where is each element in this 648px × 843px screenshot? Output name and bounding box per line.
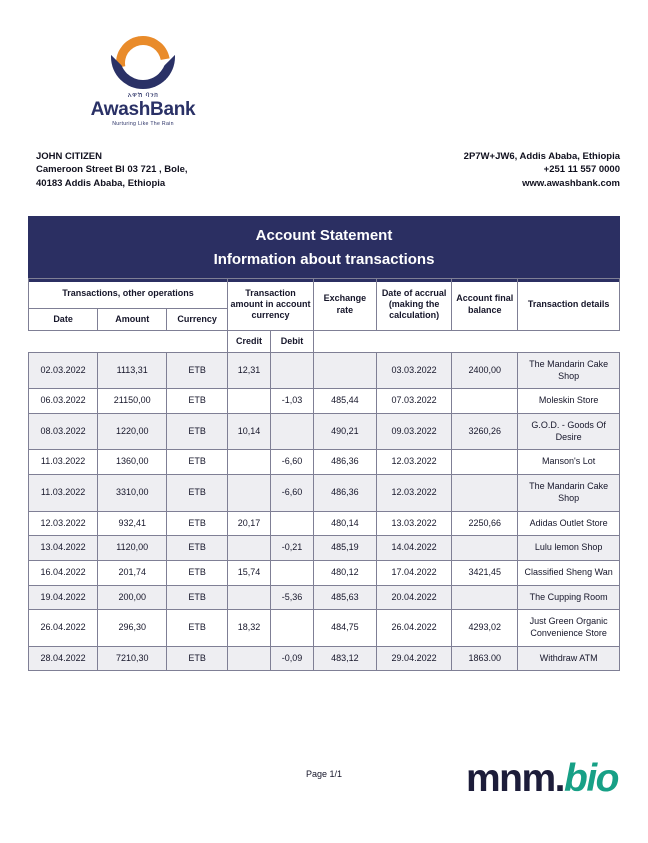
cell-date: 11.03.2022: [29, 450, 98, 475]
table-row: [29, 585, 620, 610]
cell-debit: [271, 511, 314, 536]
header-account-final-balance: Account final balance: [452, 279, 518, 331]
cell-final-balance: 1863.00: [452, 646, 518, 671]
cell-amount: 3310,00: [98, 475, 167, 511]
cell-debit: [271, 610, 314, 646]
statement-subtitle: Information about transactions: [213, 251, 435, 268]
cell-date: 26.04.2022: [29, 610, 98, 646]
cell-debit: -1,03: [271, 389, 314, 414]
cell-credit: [228, 646, 271, 671]
watermark-dot: .: [554, 757, 565, 800]
table-row: [29, 450, 620, 475]
cell-date-of-accrual: 29.04.2022: [376, 646, 451, 671]
cell-date: 02.03.2022: [29, 353, 98, 389]
logo-bank-name: AwashBank: [90, 99, 196, 120]
table-row: [29, 475, 620, 511]
cell-date-of-accrual: 03.03.2022: [376, 353, 451, 389]
cell-amount: 201,74: [98, 560, 167, 585]
cell-currency: ETB: [167, 389, 228, 414]
cell-exchange-rate: 480,14: [314, 511, 377, 536]
cell-credit: [228, 450, 271, 475]
table-row: [29, 389, 620, 414]
watermark-bio: bio: [564, 757, 618, 800]
cell-credit: [228, 585, 271, 610]
cell-currency: ETB: [167, 353, 228, 389]
cell-exchange-rate: 485,19: [314, 536, 377, 561]
cell-final-balance: 3260,26: [452, 414, 518, 450]
cell-exchange-rate: 480,12: [314, 560, 377, 585]
awash-logo-icon: [110, 34, 176, 90]
cell-date-of-accrual: 14.04.2022: [376, 536, 451, 561]
cell-debit: -6,60: [271, 475, 314, 511]
cell-details: Lulu lemon Shop: [518, 536, 620, 561]
cell-date: 28.04.2022: [29, 646, 98, 671]
table-row: [29, 511, 620, 536]
cell-currency: ETB: [167, 475, 228, 511]
cell-amount: 1113,31: [98, 353, 167, 389]
watermark-mnm: mnm: [465, 757, 555, 800]
cell-currency: ETB: [167, 560, 228, 585]
cell-date-of-accrual: 07.03.2022: [376, 389, 451, 414]
cell-date: 16.04.2022: [29, 560, 98, 585]
cell-currency: ETB: [167, 414, 228, 450]
cell-credit: [228, 475, 271, 511]
cell-currency: ETB: [167, 450, 228, 475]
cell-final-balance: [452, 450, 518, 475]
header-date: Date: [29, 309, 98, 331]
cell-credit: 15,74: [228, 560, 271, 585]
cell-amount: 296,30: [98, 610, 167, 646]
bank-contact-info: [464, 150, 620, 190]
header-debit: Debit: [271, 331, 314, 353]
cell-final-balance: 2250,66: [452, 511, 518, 536]
cell-credit: [228, 536, 271, 561]
page-number: Page 1/1: [305, 769, 343, 779]
logo-tagline: Nurturing Like The Rain: [112, 120, 174, 127]
table-row: [29, 353, 620, 389]
cell-date-of-accrual: 13.03.2022: [376, 511, 451, 536]
cell-date-of-accrual: 17.04.2022: [376, 560, 451, 585]
cell-amount: 1120,00: [98, 536, 167, 561]
header-currency: Currency: [167, 309, 228, 331]
table-header-creditdebit-row: [29, 331, 620, 353]
cell-debit: [271, 353, 314, 389]
header-transaction-details: Transaction details: [518, 279, 620, 331]
cell-credit: 20,17: [228, 511, 271, 536]
header-transaction-amount: Transaction amount in account currency: [228, 279, 314, 331]
cell-final-balance: 2400,00: [452, 353, 518, 389]
cell-date: 12.03.2022: [29, 511, 98, 536]
cell-currency: ETB: [167, 585, 228, 610]
table-header-group-row: [29, 279, 620, 309]
cell-amount: 1220,00: [98, 414, 167, 450]
cell-amount: 932,41: [98, 511, 167, 536]
transactions-table-body: [29, 353, 620, 671]
cell-date-of-accrual: 26.04.2022: [376, 610, 451, 646]
table-row: [29, 646, 620, 671]
cell-date: 19.04.2022: [29, 585, 98, 610]
logo-navy-arc-icon: [111, 55, 175, 89]
bank-phone: +251 11 557 0000: [543, 164, 620, 176]
cell-date: 13.04.2022: [29, 536, 98, 561]
cell-final-balance: [452, 585, 518, 610]
cell-date-of-accrual: 20.04.2022: [376, 585, 451, 610]
cell-details: G.O.D. - Goods Of Desire: [518, 414, 620, 450]
cell-exchange-rate: 485,44: [314, 389, 377, 414]
cell-currency: ETB: [167, 610, 228, 646]
cell-exchange-rate: 484,75: [314, 610, 377, 646]
cell-exchange-rate: 483,12: [314, 646, 377, 671]
cell-exchange-rate: 486,36: [314, 450, 377, 475]
cell-credit: 18,32: [228, 610, 271, 646]
cell-credit: 12,31: [228, 353, 271, 389]
cell-details: Moleskin Store: [518, 389, 620, 414]
cell-date-of-accrual: 09.03.2022: [376, 414, 451, 450]
cell-final-balance: [452, 389, 518, 414]
statement-title-banner: [28, 216, 620, 282]
cell-debit: -0,21: [271, 536, 314, 561]
header-amount: Amount: [98, 309, 167, 331]
cell-date-of-accrual: 12.03.2022: [376, 450, 451, 475]
cell-date: 08.03.2022: [29, 414, 98, 450]
table-row: [29, 610, 620, 646]
cell-exchange-rate: 486,36: [314, 475, 377, 511]
cell-currency: ETB: [167, 646, 228, 671]
header-credit: Credit: [228, 331, 271, 353]
cell-currency: ETB: [167, 511, 228, 536]
header-exchange-rate: Exchange rate: [314, 279, 377, 331]
cell-debit: -6,60: [271, 450, 314, 475]
cell-final-balance: 4293,02: [452, 610, 518, 646]
cell-details: The Cupping Room: [518, 585, 620, 610]
cell-details: Withdraw ATM: [518, 646, 620, 671]
header-transactions-group: Transactions, other operations: [29, 279, 228, 309]
cell-amount: 200,00: [98, 585, 167, 610]
cell-date: 06.03.2022: [29, 389, 98, 414]
cell-details: Classified Sheng Wan: [518, 560, 620, 585]
cell-details: The Mandarin Cake Shop: [518, 475, 620, 511]
cell-debit: -5,36: [271, 585, 314, 610]
cell-date-of-accrual: 12.03.2022: [376, 475, 451, 511]
cell-details: Manson's Lot: [518, 450, 620, 475]
bank-logo: [78, 34, 208, 127]
cell-amount: 1360,00: [98, 450, 167, 475]
cell-amount: 21150,00: [98, 389, 167, 414]
cell-exchange-rate: 485,63: [314, 585, 377, 610]
logo-amharic-text: አዋሽ ባንክ: [127, 91, 159, 99]
table-row: [29, 536, 620, 561]
cell-exchange-rate: [314, 353, 377, 389]
cell-final-balance: 3421,45: [452, 560, 518, 585]
cell-details: The Mandarin Cake Shop: [518, 353, 620, 389]
cell-details: Adidas Outlet Store: [518, 511, 620, 536]
statement-title: Account Statement: [255, 227, 393, 244]
bank-website: www.awashbank.com: [522, 177, 620, 189]
header-date-of-accrual: Date of accrual (making the calculation): [376, 279, 451, 331]
customer-address-line1: Cameroon Street Bl 03 721 , Bole,: [36, 164, 188, 176]
table-row: [29, 560, 620, 585]
transactions-table: [28, 278, 620, 671]
cell-debit: [271, 560, 314, 585]
bank-address: 2P7W+JW6, Addis Ababa, Ethiopia: [463, 151, 620, 162]
cell-credit: [228, 389, 271, 414]
cell-final-balance: [452, 536, 518, 561]
cell-debit: -0,09: [271, 646, 314, 671]
cell-details: Just Green Organic Convenience Store: [518, 610, 620, 646]
cell-credit: 10,14: [228, 414, 271, 450]
cell-debit: [271, 414, 314, 450]
cell-final-balance: [452, 475, 518, 511]
customer-address-line2: 40183 Addis Ababa, Ethiopia: [36, 177, 166, 189]
customer-address: [36, 150, 188, 190]
cell-currency: ETB: [167, 536, 228, 561]
table-row: [29, 414, 620, 450]
cell-date: 11.03.2022: [29, 475, 98, 511]
customer-name: JOHN CITIZEN: [36, 151, 102, 162]
cell-exchange-rate: 490,21: [314, 414, 377, 450]
cell-amount: 7210,30: [98, 646, 167, 671]
watermark-logo: [466, 757, 618, 801]
